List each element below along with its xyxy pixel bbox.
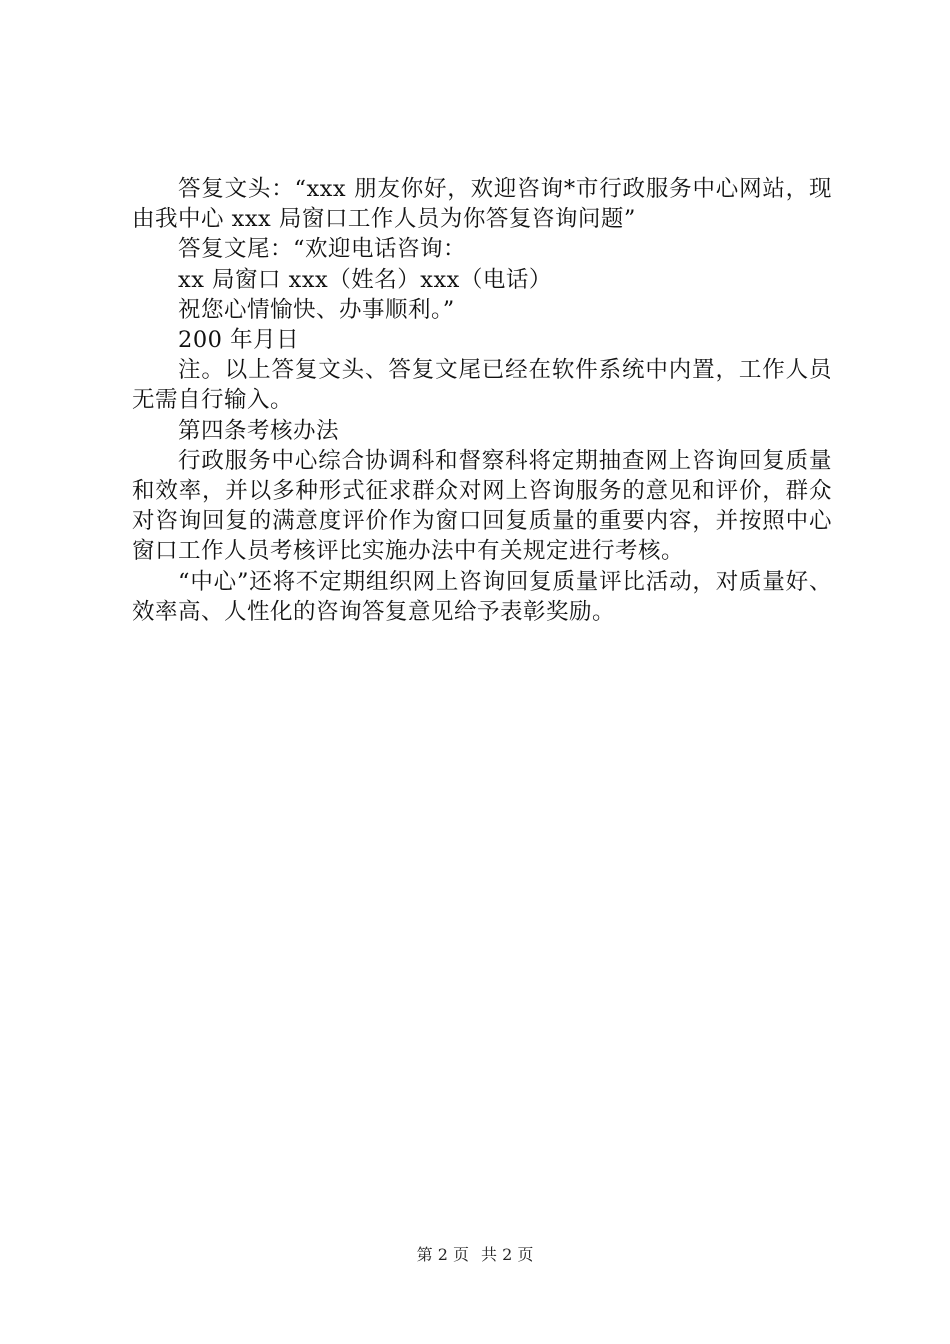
- paragraph-date: 200 年月日: [178, 327, 300, 354]
- section-heading-article-4: 第四条考核办法: [178, 417, 340, 444]
- paragraph-assessment: 行政服务中心综合协调科和督察科将定期抽查网上咨询回复质量和效率，并以多种形式征求群众对网上咨询服务的意见和评价，群众对咨询回复的满意度评价作为窗口回复质量的重要内容，并按照中心窗口工作人员考核评比实施办法中有关规定进行考核。: [132, 447, 832, 565]
- paragraph-reply-header: 答复文头：“xxx 朋友你好，欢迎咨询*市行政服务中心网站，现由我中心 xxx 局窗口工作人员为你答复咨询问题”: [132, 176, 832, 233]
- paragraph-evaluation: “中心”还将不定期组织网上咨询回复质量评比活动，对质量好、效率高、人性化的咨询答复意见给予表彰奖励。: [132, 568, 832, 625]
- paragraph-wishes: 祝您心情愉快、办事顺利。”: [178, 296, 455, 323]
- paragraph-contact-line: xx 局窗口 xxx（姓名）xxx（电话）: [178, 266, 552, 293]
- page-total: 共 2 页: [481, 1245, 534, 1264]
- document-body: [132, 174, 832, 627]
- page-number: 第 2 页: [416, 1245, 469, 1264]
- paragraph-note: 注。以上答复文头、答复文尾已经在软件系统中内置，工作人员无需自行输入。: [132, 357, 832, 414]
- paragraph-reply-footer: 答复文尾：“欢迎电话咨询：: [178, 236, 467, 263]
- page-footer: [0, 1245, 950, 1265]
